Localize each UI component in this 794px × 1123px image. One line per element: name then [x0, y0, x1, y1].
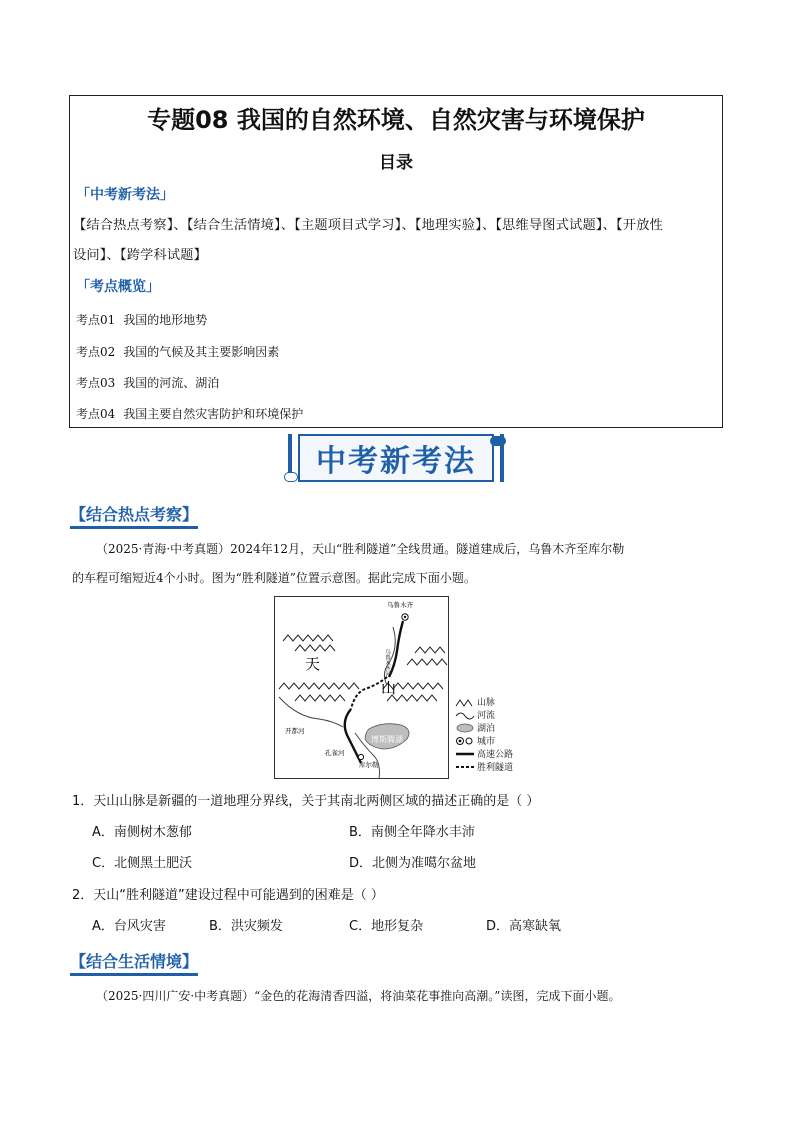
- legend-lake: 湖泊: [455, 721, 513, 734]
- point-text: 我国的气候及其主要影响因素: [123, 345, 280, 359]
- q2-option-c[interactable]: C．地形复杂: [349, 919, 424, 934]
- toc-point-1[interactable]: [76, 311, 207, 328]
- label-urumqi: 乌鲁木齐: [387, 601, 413, 609]
- question-2-stem: 2．天山“胜利隧道”建设过程中可能遇到的困难是（ ）: [72, 888, 384, 903]
- mountain-icon: [455, 697, 475, 707]
- label-tian: 天: [305, 655, 321, 673]
- toc-box: [69, 95, 723, 428]
- legend-mountain: 山脉: [455, 695, 513, 708]
- point-text: 我国的地形地势: [123, 313, 208, 327]
- document-title: 专题08 我国的自然环境、自然灾害与环境保护: [147, 106, 645, 134]
- map-legend: [455, 695, 513, 773]
- highway-icon: [455, 749, 475, 759]
- legend-city: 城市: [455, 734, 513, 747]
- heading-text: 【结合生活情境】: [70, 952, 199, 971]
- map-svg: [275, 597, 449, 779]
- label-kongque: 孔雀河: [325, 749, 345, 757]
- point-text: 我国的河流、湖泊: [123, 376, 220, 390]
- question-intro: [72, 535, 722, 593]
- heading-underline: [70, 526, 198, 529]
- heading-underline: [70, 973, 198, 976]
- toc-tags-line2: 设问】、【跨学科试题】: [73, 248, 208, 263]
- legend-river: 河流: [455, 708, 513, 721]
- point-number: 考点01: [76, 313, 116, 327]
- cloud-icon: [284, 472, 298, 482]
- toc-point-4[interactable]: [76, 405, 303, 422]
- intro-line: （2025·四川广安·中考真题）“金色的花海清香四溢，将油菜花事推向高潮。”读图，完成下面小题。: [96, 989, 621, 1003]
- point-number: 考点04: [76, 407, 116, 421]
- section-heading-hotspot[interactable]: [70, 502, 198, 525]
- label-urumqi-river: 乌鲁木齐河: [384, 649, 390, 677]
- point-number: 考点03: [76, 376, 116, 390]
- toc-point-3[interactable]: [76, 374, 219, 391]
- label-shan: 山: [381, 679, 397, 697]
- intro-line-2: 的车程可缩短近4个小时。图为“胜利隧道”位置示意图。据此完成下面小题。: [72, 571, 476, 585]
- heading-text: 【结合热点考察】: [70, 505, 199, 524]
- cloud-icon: [490, 436, 506, 446]
- q1-option-d[interactable]: D．北侧为准噶尔盆地: [349, 856, 477, 871]
- intro-line-1: （2025·青海·中考真题）2024年12月，天山“胜利隧道”全线贯通。隧道建成后，乌鲁木齐至库尔勒: [96, 542, 625, 556]
- legend-highway: 高速公路: [455, 747, 513, 760]
- q2-option-b[interactable]: B．洪灾频发: [209, 919, 283, 934]
- toc-subtitle: 目录: [379, 153, 413, 173]
- point-text: 我国主要自然灾害防护和环境保护: [123, 407, 304, 421]
- question-1-stem: 1．天山山脉是新疆的一道地理分界线，关于其南北两侧区域的描述正确的是（ ）: [72, 794, 540, 809]
- section-banner: [288, 432, 504, 484]
- highway: [389, 621, 403, 677]
- river-kaidu: [279, 697, 343, 727]
- river-icon: [455, 710, 475, 720]
- q1-option-a[interactable]: A．南侧树木葱郁: [92, 825, 192, 840]
- toc-section-new-methods[interactable]: 「中考新考法」: [76, 187, 174, 203]
- toc-tags-line1: 【结合热点考察】、【结合生活情境】、【主题项目式学习】、【地理实验】、【思维导图式试题】、【开放性: [73, 218, 663, 233]
- q2-option-a[interactable]: A．台风灾害: [92, 919, 166, 934]
- q1-option-b[interactable]: B．南侧全年降水丰沛: [349, 825, 475, 840]
- label-korla: 库尔勒: [359, 761, 379, 769]
- lake-icon: [455, 723, 475, 733]
- highway-south: [345, 709, 361, 763]
- tunnel-location-map: [274, 596, 449, 779]
- q1-option-c[interactable]: C．北侧黑土肥沃: [92, 856, 193, 871]
- banner-text: 中考新考法: [298, 434, 494, 482]
- label-kaidu: 开都河: [285, 727, 305, 735]
- toc-point-2[interactable]: [76, 343, 279, 360]
- city-icon: [455, 736, 475, 746]
- toc-section-overview[interactable]: 「考点概览」: [76, 279, 160, 295]
- section-heading-life[interactable]: [70, 949, 198, 972]
- question-intro-b: [72, 982, 722, 1011]
- point-number: 考点02: [76, 345, 116, 359]
- tunnel-icon: [455, 762, 475, 772]
- legend-tunnel: 胜利隧道: [455, 760, 513, 773]
- label-bosten: 博斯腾湖: [371, 735, 403, 744]
- q2-option-d[interactable]: D．高寒缺氧: [486, 919, 562, 934]
- city-korla-icon: [358, 754, 363, 759]
